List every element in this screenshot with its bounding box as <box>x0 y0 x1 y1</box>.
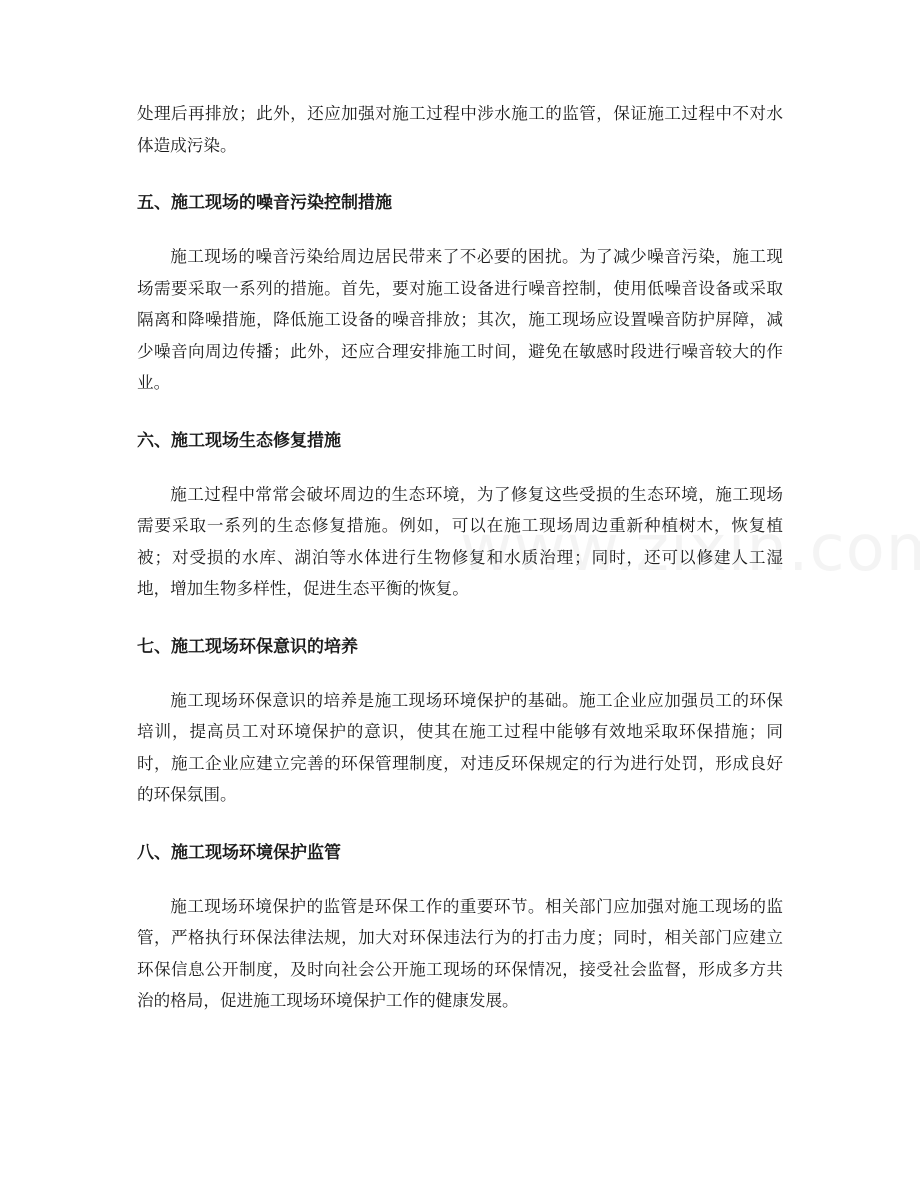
heading-environmental-awareness: 七、施工现场环保意识的培养 <box>137 636 358 657</box>
paragraph-water-pollution-cont: 处理后再排放；此外，还应加强对施工过程中涉水施工的监管，保证施工过程中不对水体造成污染。 <box>137 104 783 155</box>
paragraph-noise-control: 施工现场的噪音污染给周边居民带来了不必要的困扰。为了减少噪音污染，施工现场需要采取一系列的措施。首先，要对施工设备进行噪音控制，使用低噪音设备或采取隔离和降噪措施，降低施工设备的噪音排放；其次，施工现场应设置噪音防护屏障，减少噪音向周边传播；此外，还应合理安排施工时间，避免在敏感时段进行噪音较大的作业。 <box>137 247 783 392</box>
document-body <box>137 98 783 1017</box>
heading-ecological-restoration: 六、施工现场生态修复措施 <box>137 430 341 451</box>
paragraph-ecological-restoration: 施工过程中常常会破坏周边的生态环境，为了修复这些受损的生态环境，施工现场需要采取一系列的生态修复措施。例如，可以在施工现场周边重新种植树木，恢复植被；对受损的水库、湖泊等水体进行生物修复和水质治理；同时，还可以修建人工湿地，增加生物多样性，促进生态平衡的恢复。 <box>137 484 783 598</box>
heading-noise-control: 五、施工现场的噪音污染控制措施 <box>137 193 392 213</box>
paragraph-environmental-supervision: 施工现场环境保护的监管是环保工作的重要环节。相关部门应加强对施工现场的监管，严格执行环保法律法规，加大对环保违法行为的打击力度；同时，相关部门应建立环保信息公开制度，及时向社会公开施工现场的环保情况，接受社会监督，形成多方共治的格局，促进施工现场环境保护工作的健康发展。 <box>137 896 783 1010</box>
heading-environmental-supervision: 八、施工现场环境保护监管 <box>137 842 341 863</box>
paragraph-environmental-awareness: 施工现场环保意识的培养是施工现场环境保护的基础。施工企业应加强员工的环保培训，提高员工对环境保护的意识，使其在施工过程中能够有效地采取环保措施；同时，施工企业应建立完善的环保管理制度，对违反环保规定的行为进行处罚，形成良好的环保氛围。 <box>137 690 783 804</box>
